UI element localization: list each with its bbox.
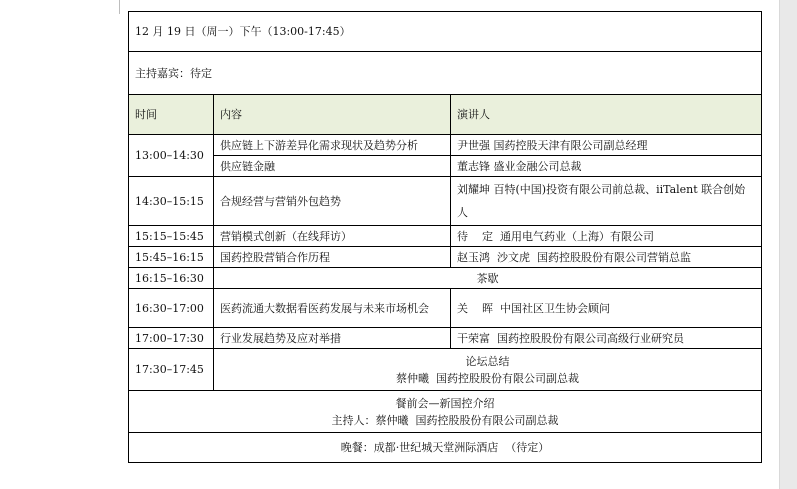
topic-cell: 营销模式创新（在线拜访）: [214, 226, 451, 247]
pre-dinner-title: 餐前会—新国控介绍: [395, 396, 495, 410]
topic-cell: 供应链金融: [214, 156, 451, 177]
speaker-cell: 赵玉鸿 沙文虎 国药控股股份有限公司营销总监: [451, 247, 762, 268]
topic-cell: 行业发展趋势及应对举措: [214, 328, 451, 349]
speaker-cell: 关 晖 中国社区卫生协会顾问: [451, 289, 762, 328]
table-row: [129, 135, 762, 156]
table-row: [129, 349, 762, 391]
host-row: [129, 52, 762, 95]
time-cell: 17:00–17:30: [129, 328, 214, 349]
pre-dinner-host: 主持人：蔡仲曦 国药控股股份有限公司副总裁: [331, 413, 559, 427]
speaker-cell: 待 定 通用电气药业（上海）有限公司: [451, 226, 762, 247]
table-row: [129, 226, 762, 247]
summary-cell: [214, 349, 762, 391]
header-speaker: 演讲人: [451, 95, 762, 135]
topic-cell: 医药流通大数据看医药发展与未来市场机会: [214, 289, 451, 328]
dinner-cell: 晚餐：成都·世纪城天堂洲际酒店 （待定）: [129, 433, 762, 463]
header-row: [129, 95, 762, 135]
table-row: [129, 268, 762, 289]
pre-dinner-cell: [129, 391, 762, 433]
table-row: [129, 289, 762, 328]
speaker-cell: 尹世强 国药控股天津有限公司副总经理: [451, 135, 762, 156]
tea-break-cell: 茶歇: [214, 268, 762, 289]
time-cell: 16:15–16:30: [129, 268, 214, 289]
topic-cell: 供应链上下游差异化需求现状及趋势分析: [214, 135, 451, 156]
speaker-cell: 刘耀坤 百特(中国)投资有限公司前总裁、iiTalent 联合创始人: [451, 177, 762, 226]
table-row: [129, 177, 762, 226]
viewer-right-edge: [779, 0, 797, 489]
time-cell: 14:30–15:15: [129, 177, 214, 226]
speaker-cell: 干荣富 国药控股股份有限公司高级行业研究员: [451, 328, 762, 349]
table-row: [129, 156, 762, 177]
header-content: 内容: [214, 95, 451, 135]
topic-cell: 国药控股营销合作历程: [214, 247, 451, 268]
time-cell: 15:15–15:45: [129, 226, 214, 247]
schedule-table: [128, 11, 762, 463]
table-row: [129, 247, 762, 268]
time-cell: 15:45–16:15: [129, 247, 214, 268]
host-line: 主持嘉宾：待定: [129, 52, 762, 95]
date-line: 12 月 19 日（周一）下午（13:00-17:45）: [129, 12, 762, 52]
time-cell: 16:30–17:00: [129, 289, 214, 328]
summary-title: 论坛总结: [465, 354, 510, 368]
time-cell: 17:30–17:45: [129, 349, 214, 391]
speaker-cell: 董志锋 盛业金融公司总裁: [451, 156, 762, 177]
summary-speaker: 蔡仲曦 国药控股股份有限公司副总裁: [396, 371, 579, 385]
table-row: [129, 328, 762, 349]
header-time: 时间: [129, 95, 214, 135]
pre-dinner-row: [129, 391, 762, 433]
topic-cell: 合规经营与营销外包趋势: [214, 177, 451, 226]
date-row: [129, 12, 762, 52]
time-cell: 13:00–14:30: [129, 135, 214, 177]
dinner-row: [129, 433, 762, 463]
page-margin-marker: [119, 0, 120, 14]
